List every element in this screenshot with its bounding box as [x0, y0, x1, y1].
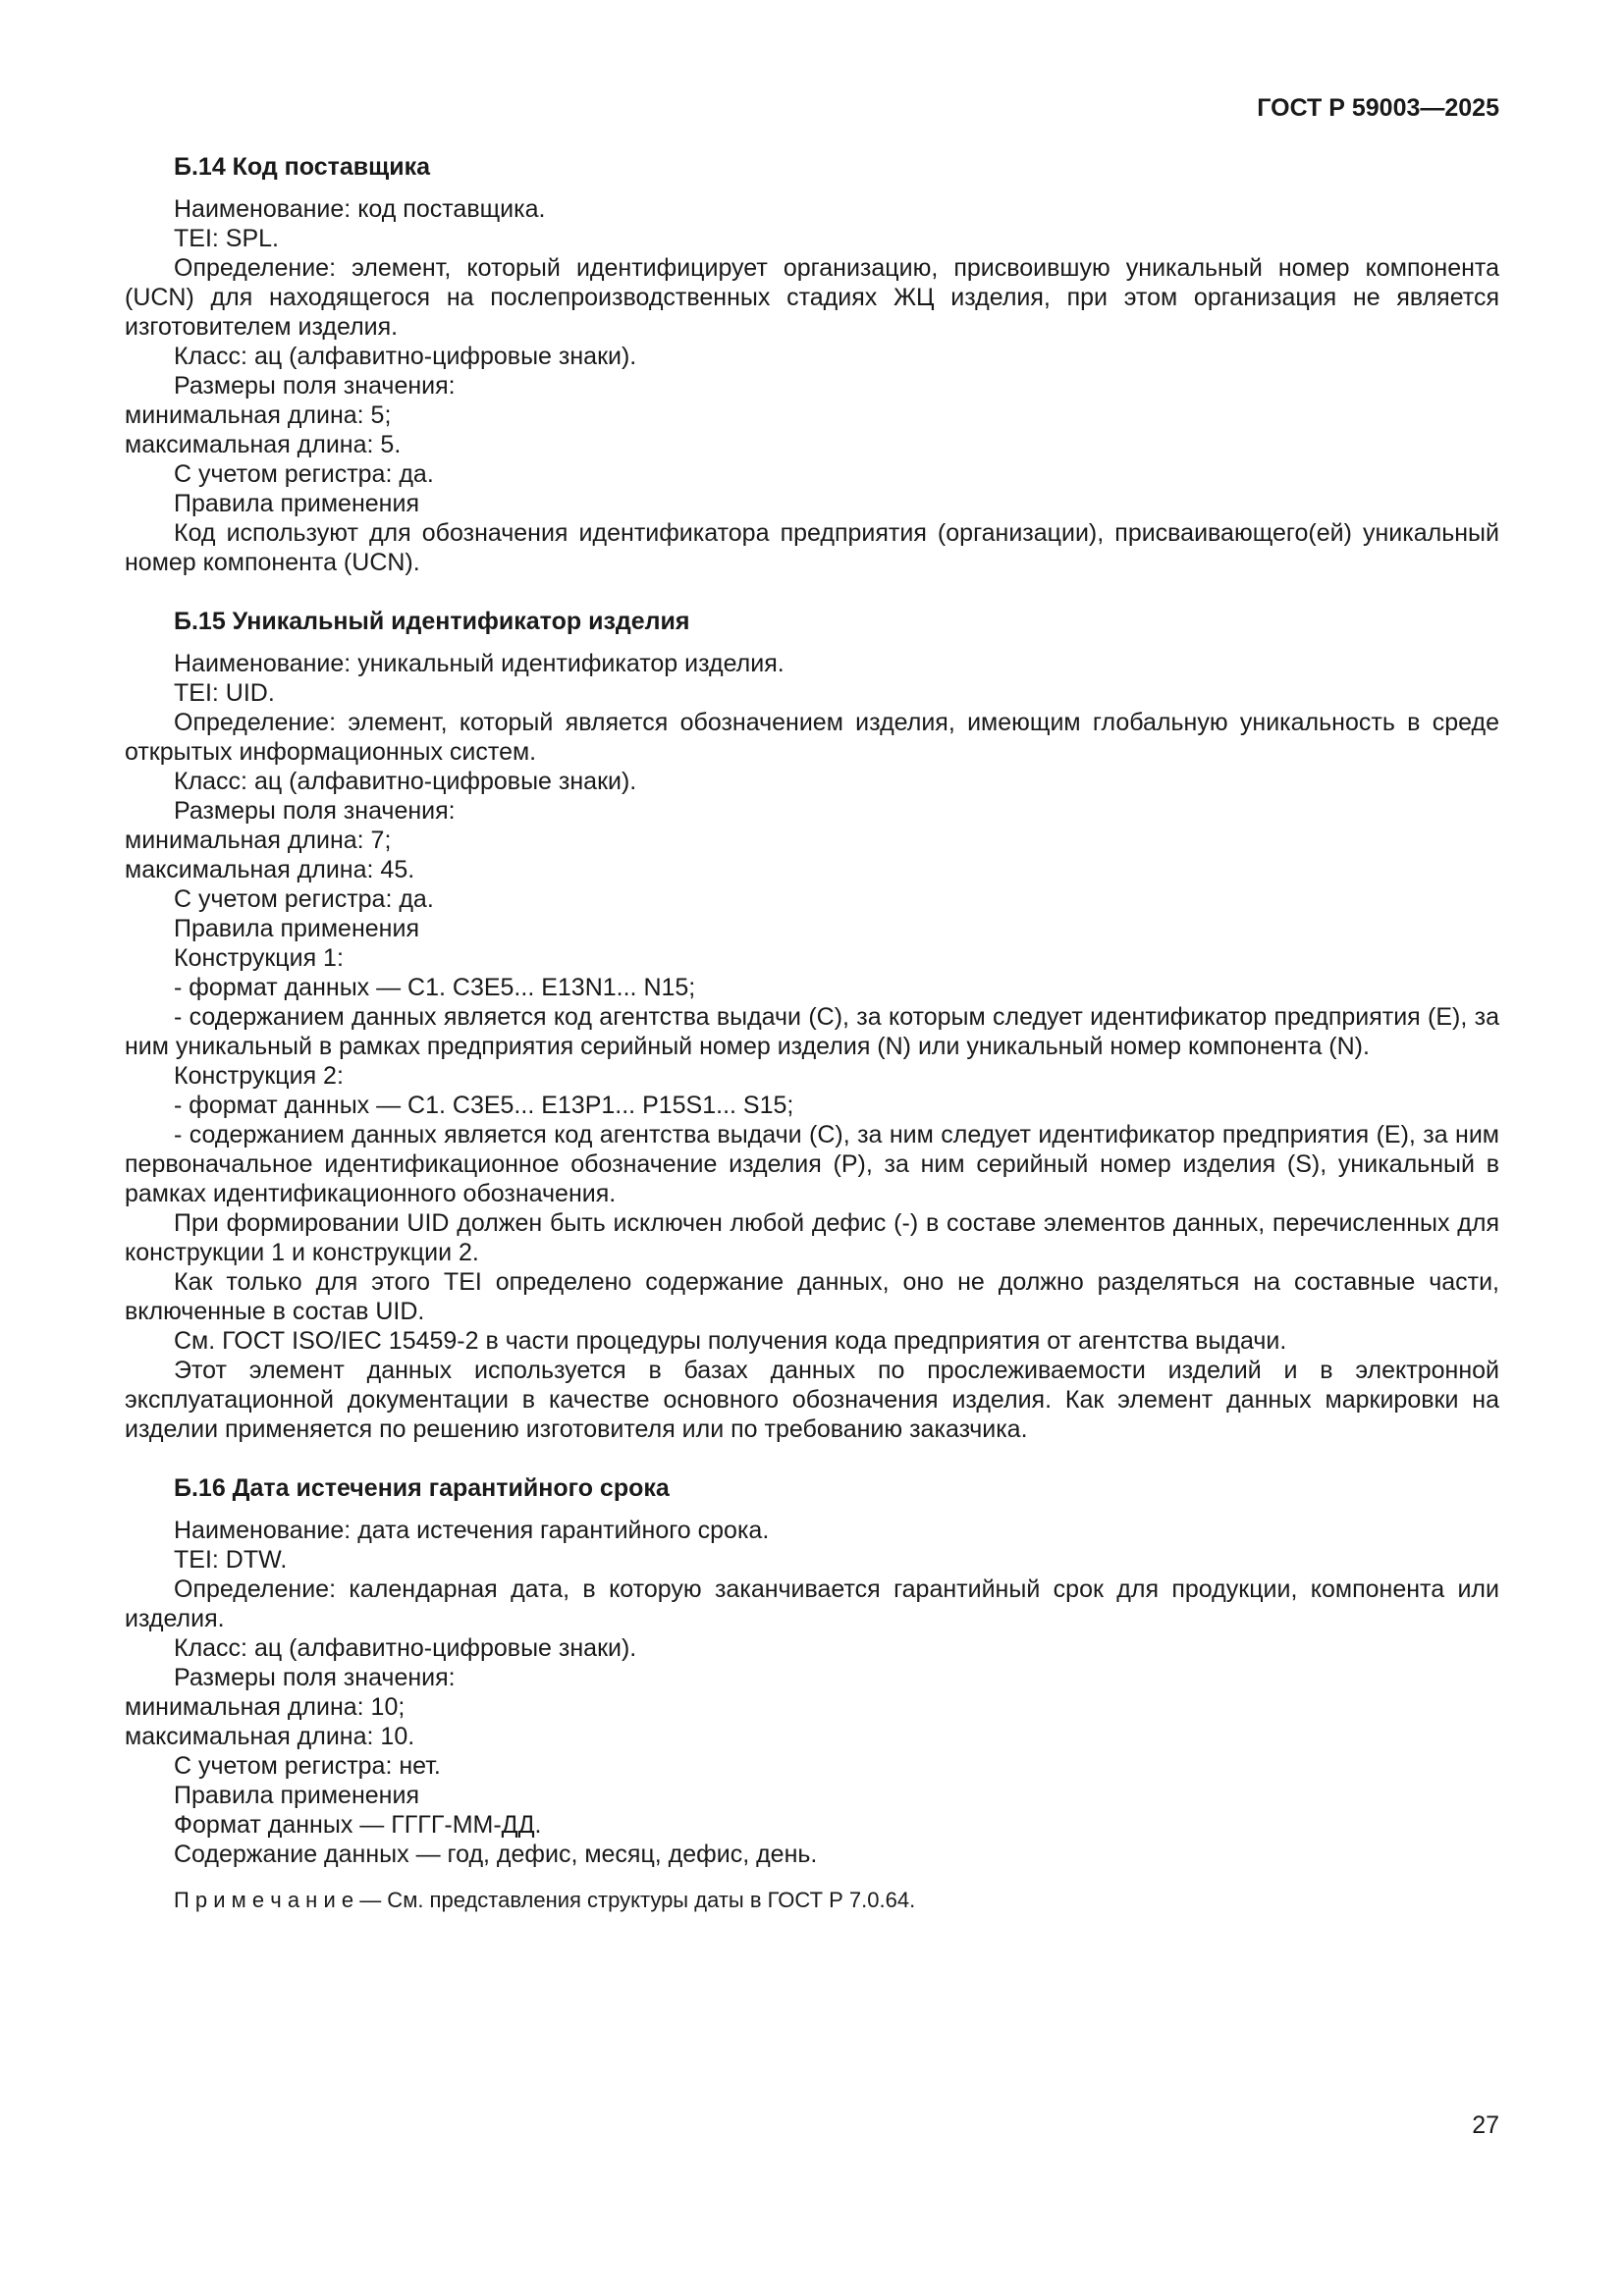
note-paragraph: П р и м е ч а н и е — См. представления структуры даты в ГОСТ Р 7.0.64. [174, 1888, 916, 1912]
paragraph: Наименование: код поставщика. [174, 195, 546, 223]
paragraph: Класс: ац (алфавитно-цифровые знаки). [174, 343, 637, 370]
paragraph: С учетом регистра: да. [174, 460, 434, 488]
paragraph: Как только для этого TEI определено содержание данных, оно не должно разделяться на составные части, включенные в состав UID. [125, 1268, 1499, 1325]
paragraph: Этот элемент данных используется в базах данных по прослеживаемости изделий и в электронной эксплуатационной документации в качестве основного обозначения изделия. Как элемент данных маркировки на изделии применяется по решению изготовителя или по требованию заказчика. [125, 1357, 1499, 1443]
paragraph: TEI: SPL. [174, 225, 279, 252]
paragraph: минимальная длина: 5; [125, 401, 392, 429]
paragraph: Правила применения [174, 915, 419, 942]
paragraph: максимальная длина: 5. [125, 431, 402, 458]
doc-content [125, 93, 1499, 1914]
paragraph: Размеры поля значения: [174, 797, 456, 825]
doc-header-standard-number: ГОСТ Р 59003—2025 [1257, 94, 1499, 122]
paragraph: максимальная длина: 45. [125, 856, 415, 883]
section-b15-unique-item-identifier [125, 607, 1499, 1444]
paragraph: Конструкция 1: [174, 944, 344, 972]
list-item-dash: - формат данных — С1. С3Е5... Е13N1... N15; [174, 974, 696, 1001]
paragraph: Наименование: дата истечения гарантийного срока. [174, 1517, 770, 1544]
paragraph: минимальная длина: 7; [125, 827, 392, 854]
paragraph: При формировании UID должен быть исключен любой дефис (-) в составе элементов данных, перечисленных для конструкции 1 и конструкции 2. [125, 1209, 1499, 1266]
paragraph: Наименование: уникальный идентификатор изделия. [174, 650, 785, 677]
list-item-dash: - содержанием данных является код агентства выдачи (С), за которым следует идентификатор предприятия (Е), за ним уникальный в рамках предприятия серийный номер изделия (N) или уникальный номер компонента (N). [125, 1003, 1499, 1060]
paragraph: Правила применения [174, 490, 419, 517]
paragraph: С учетом регистра: нет. [174, 1752, 441, 1780]
paragraph: Определение: календарная дата, в которую заканчивается гарантийный срок для продукции, компонента или изделия. [125, 1575, 1499, 1632]
paragraph: TEI: DTW. [174, 1546, 288, 1574]
paragraph: Определение: элемент, который идентифицирует организацию, присвоившую уникальный номер компонента (UCN) для находящегося на послепроизводственных стадиях ЖЦ изделия, при этом организация не является изготовителем изделия. [125, 254, 1499, 341]
paragraph: Класс: ац (алфавитно-цифровые знаки). [174, 768, 637, 795]
paragraph: максимальная длина: 10. [125, 1723, 415, 1750]
list-item-dash: - содержанием данных является код агентства выдачи (С), за ним следует идентификатор предприятия (Е), за ним первоначальное идентификационное обозначение изделия (Р), за ним серийный номер изделия (S), уникальный в рамках идентификационного обозначения. [125, 1121, 1499, 1207]
list-item-dash: - формат данных — С1. С3Е5... Е13Р1... Р15S1... S15; [174, 1092, 794, 1119]
paragraph: Формат данных — ГГГГ-ММ-ДД. [174, 1811, 542, 1839]
section-title: Б.15 Уникальный идентификатор изделия [174, 608, 690, 635]
paragraph: Содержание данных — год, дефис, месяц, дефис, день. [174, 1841, 818, 1868]
paragraph: Класс: ац (алфавитно-цифровые знаки). [174, 1634, 637, 1662]
paragraph: С учетом регистра: да. [174, 885, 434, 913]
paragraph: Определение: элемент, который является обозначением изделия, имеющим глобальную уникальность в среде открытых информационных систем. [125, 709, 1499, 766]
page-number: 27 [1472, 2111, 1499, 2139]
paragraph: См. ГОСТ ISO/IEC 15459-2 в части процедуры получения кода предприятия от агентства выдачи. [174, 1327, 1287, 1355]
paragraph: TEI: UID. [174, 679, 275, 707]
paragraph: минимальная длина: 10; [125, 1693, 406, 1721]
paragraph: Размеры поля значения: [174, 1664, 456, 1691]
section-b14-supplier-code [125, 152, 1499, 577]
paragraph: Конструкция 2: [174, 1062, 344, 1090]
section-b16-warranty-expiry-date [125, 1473, 1499, 1914]
section-title: Б.14 Код поставщика [174, 153, 431, 181]
paragraph: Код используют для обозначения идентификатора предприятия (организации), присваивающего(ей) уникальный номер компонента (UCN). [125, 519, 1499, 576]
paragraph: Размеры поля значения: [174, 372, 456, 400]
section-title: Б.16 Дата истечения гарантийного срока [174, 1474, 670, 1502]
paragraph: Правила применения [174, 1782, 419, 1809]
